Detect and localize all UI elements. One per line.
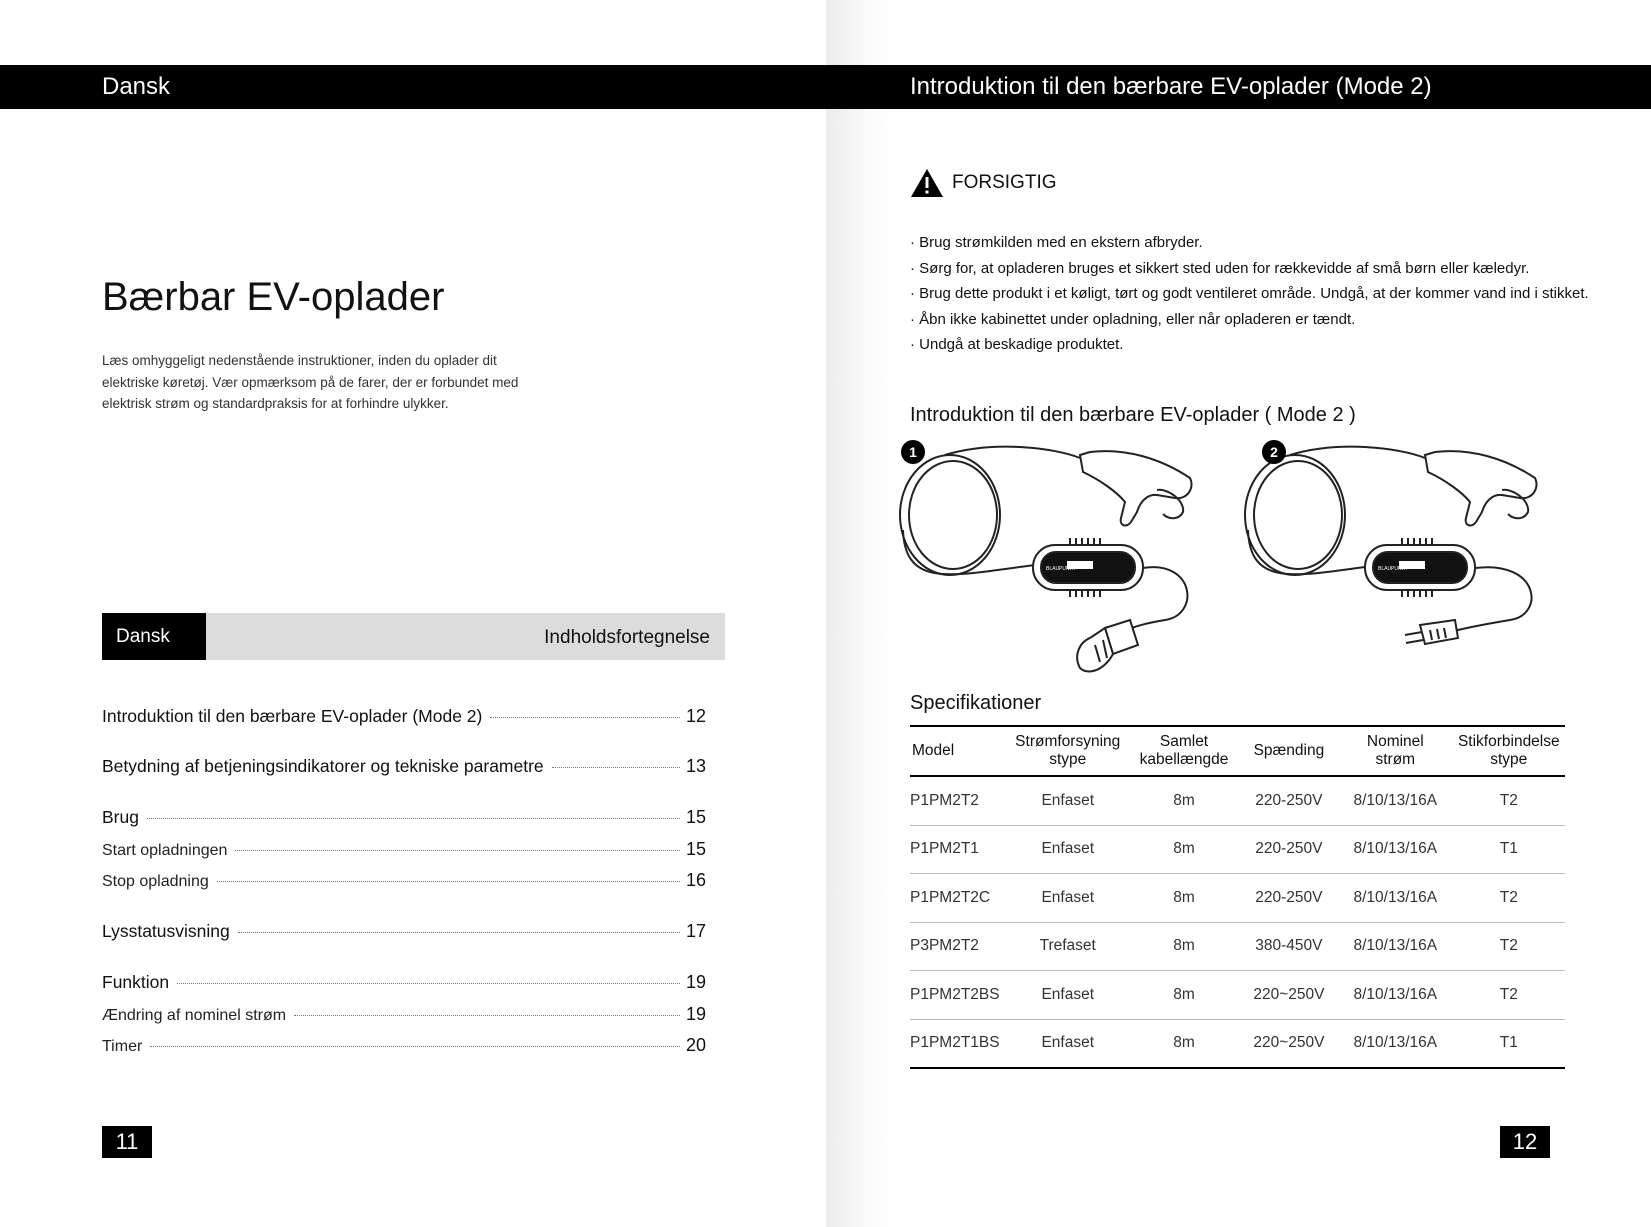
toc-subentry[interactable] <box>102 870 710 891</box>
cell-model: P1PM2T2C <box>910 874 1007 923</box>
toc-entry-label: Timer <box>102 1038 143 1055</box>
caution-heading <box>910 168 1057 198</box>
toc-leader-dots <box>217 881 680 882</box>
page-number-left: 11 <box>102 1126 152 1158</box>
cell-connector-type: T1 <box>1453 825 1565 874</box>
cell-model: P1PM2T2BS <box>910 971 1007 1020</box>
cell-rated-current: 8/10/13/16A <box>1338 776 1453 825</box>
warning-icon <box>910 168 944 198</box>
toc-subentry[interactable] <box>102 839 710 860</box>
table-row <box>910 1019 1565 1068</box>
cell-connector-type: T2 <box>1453 971 1565 1020</box>
cell-connector-type: T1 <box>1453 1019 1565 1068</box>
cell-cable-length: 8m <box>1128 971 1239 1020</box>
cell-cable-length: 8m <box>1128 922 1239 971</box>
intro-paragraph <box>102 350 532 415</box>
cell-supply-type: Trefaset <box>1007 922 1128 971</box>
col-header-supply-type: Strømforsyning stype <box>1007 726 1128 776</box>
toc-entry-page: 19 <box>686 972 707 992</box>
intro-section-title: Introduktion til den bærbare EV-oplader ( Mode 2 ) <box>910 404 1356 426</box>
cell-supply-type: Enfaset <box>1007 971 1128 1020</box>
cell-cable-length: 8m <box>1128 1019 1239 1068</box>
cell-voltage: 380-450V <box>1240 922 1338 971</box>
table-row <box>910 825 1565 874</box>
cell-connector-type: T2 <box>1453 922 1565 971</box>
charger-illustration-type2-plug <box>895 440 1215 680</box>
col-header-model: Model <box>910 726 1007 776</box>
toc-subentry[interactable] <box>102 1035 710 1056</box>
cell-supply-type: Enfaset <box>1007 776 1128 825</box>
col-header-rated-current: Nominel strøm <box>1338 726 1453 776</box>
toc-leader-dots <box>552 767 680 768</box>
cell-model: P1PM2T2 <box>910 776 1007 825</box>
caution-label: FORSIGTIG <box>952 172 1057 193</box>
toc-entry[interactable] <box>102 706 710 727</box>
toc-leader-dots <box>238 932 680 933</box>
book-gutter <box>826 0 896 1227</box>
cell-voltage: 220-250V <box>1240 874 1338 923</box>
caution-item: · Åbn ikke kabinettet under opladning, eller når opladeren er tændt. <box>910 310 1356 328</box>
table-row <box>910 922 1565 971</box>
brand-logo-text: BLAUPUNKT <box>1046 566 1077 572</box>
toc-entry[interactable] <box>102 972 710 993</box>
toc-entry-page: 12 <box>686 706 707 726</box>
toc-leader-dots <box>294 1015 680 1016</box>
cell-model: P1PM2T1BS <box>910 1019 1007 1068</box>
toc-leader-dots <box>150 1046 680 1047</box>
toc-header <box>102 613 725 660</box>
spec-table <box>910 725 1565 1069</box>
cell-connector-type: T2 <box>1453 776 1565 825</box>
toc-header-title: Indholdsfortegnelse <box>544 627 710 648</box>
cell-voltage: 220-250V <box>1240 825 1338 874</box>
toc-entry[interactable] <box>102 807 710 828</box>
col-header-cable-length: Samlet kabellængde <box>1128 726 1239 776</box>
intro-line: elektrisk strøm og standardpraksis for at forhindre ulykker. <box>102 396 449 411</box>
toc-entry-label: Funktion <box>102 972 170 992</box>
table-row <box>910 971 1565 1020</box>
toc-entry-label: Ændring af nominel strøm <box>102 1007 287 1024</box>
cell-supply-type: Enfaset <box>1007 874 1128 923</box>
spec-table-header-row <box>910 726 1565 776</box>
toc-entry-label: Lysstatusvisning <box>102 921 230 941</box>
cell-cable-length: 8m <box>1128 874 1239 923</box>
page-title: Bærbar EV-oplader <box>102 275 445 319</box>
table-row <box>910 874 1565 923</box>
caution-item: · Brug dette produkt i et køligt, tørt og godt ventileret område. Undgå, at der kommer vand ind i stikket. <box>910 285 1589 302</box>
table-row <box>910 776 1565 825</box>
toc-entry-page: 20 <box>686 1035 707 1055</box>
toc-entry-page: 13 <box>686 756 707 776</box>
intro-line: elektriske køretøj. Vær opmærksom på de farer, der er forbundet med <box>102 374 519 390</box>
toc-entry-page: 19 <box>686 1004 707 1024</box>
illustration-number: 1 <box>909 444 917 460</box>
caution-item: · Undgå at beskadige produktet. <box>910 336 1124 353</box>
toc-entry-label: Stop opladning <box>102 873 209 890</box>
cell-cable-length: 8m <box>1128 825 1239 874</box>
toc-leader-dots <box>147 818 680 819</box>
toc-entry-label: Betydning af betjeningsindikatorer og tekniske parametre <box>102 756 544 776</box>
right-header-bar <box>826 65 1651 109</box>
cell-model: P3PM2T2 <box>910 922 1007 971</box>
toc-leader-dots <box>490 717 680 718</box>
toc-entry[interactable] <box>102 756 710 777</box>
right-header-title: Introduktion til den bærbare EV-oplader (Mode 2) <box>910 73 1432 100</box>
cell-supply-type: Enfaset <box>1007 825 1128 874</box>
left-header-title: Dansk <box>102 73 171 100</box>
page-number-right: 12 <box>1500 1126 1550 1158</box>
cell-cable-length: 8m <box>1128 776 1239 825</box>
cell-rated-current: 8/10/13/16A <box>1338 971 1453 1020</box>
cell-voltage: 220~250V <box>1240 1019 1338 1068</box>
toc-leader-dots <box>235 850 680 851</box>
cell-rated-current: 8/10/13/16A <box>1338 922 1453 971</box>
cell-rated-current: 8/10/13/16A <box>1338 874 1453 923</box>
cell-rated-current: 8/10/13/16A <box>1338 825 1453 874</box>
charger-illustration-schuko-plug <box>1240 440 1560 680</box>
toc-entry-page: 17 <box>686 921 707 941</box>
toc-subentry[interactable] <box>102 1004 710 1025</box>
cell-voltage: 220-250V <box>1240 776 1338 825</box>
spec-section-title: Specifikationer <box>910 692 1042 714</box>
col-header-connector-type: Stikforbindelse stype <box>1453 726 1565 776</box>
toc-entry-page: 16 <box>686 870 707 890</box>
cell-connector-type: T2 <box>1453 874 1565 923</box>
toc-entry-label: Start opladningen <box>102 842 228 859</box>
toc-entry-label: Brug <box>102 807 139 827</box>
col-header-voltage: Spænding <box>1240 726 1338 776</box>
toc-entry-label: Introduktion til den bærbare EV-oplader (Mode 2) <box>102 706 483 726</box>
cell-voltage: 220~250V <box>1240 971 1338 1020</box>
illustration-number: 2 <box>1270 444 1278 460</box>
toc-leader-dots <box>177 983 680 984</box>
toc-entry-page: 15 <box>686 839 707 859</box>
intro-line: Læs omhyggeligt nedenstående instruktioner, inden du oplader dit <box>102 353 497 368</box>
brand-logo-text: BLAUPUNKT <box>1378 566 1409 572</box>
caution-item: · Brug strømkilden med en ekstern afbryder. <box>910 234 1203 251</box>
caution-list <box>910 230 1589 358</box>
toc-entry-page: 15 <box>686 807 707 827</box>
caution-item: · Sørg for, at opladeren bruges et sikkert sted uden for rækkevidde af små børn eller kæledyr. <box>910 259 1530 277</box>
toc-header-language: Dansk <box>102 613 206 660</box>
toc-entry[interactable] <box>102 921 710 942</box>
cell-supply-type: Enfaset <box>1007 1019 1128 1068</box>
left-header-bar <box>0 65 826 109</box>
cell-model: P1PM2T1 <box>910 825 1007 874</box>
cell-rated-current: 8/10/13/16A <box>1338 1019 1453 1068</box>
